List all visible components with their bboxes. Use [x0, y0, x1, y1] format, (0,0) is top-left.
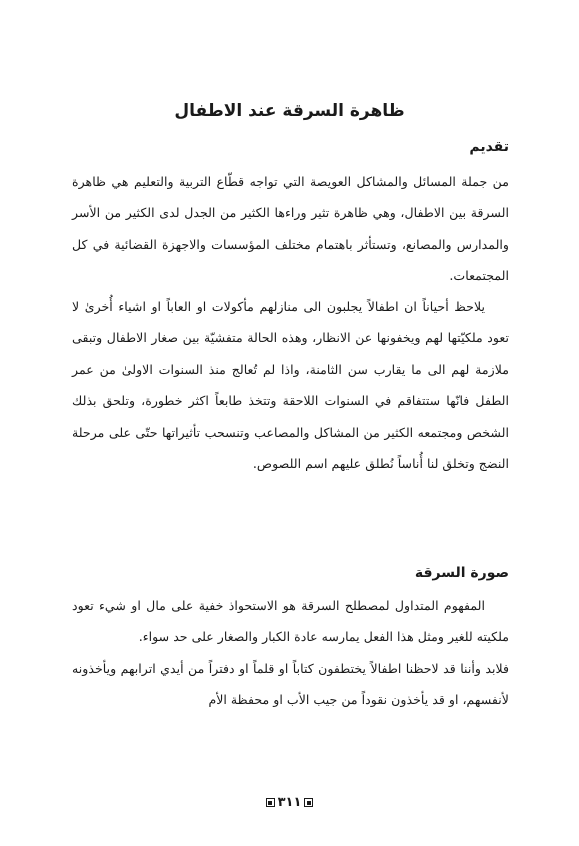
paragraph: يلاحظ أحياناً ان اطفالاً يجلبون الى منازلهم مأكولات او العاباً او اشياء أُخرىٰ لا تعود ملكيّتها لهم ويخفونها عن الانظار، وهذه الحالة متفشيّة بين صغار الاطفال وتبقى ملازمة لهم الى ما يقارب سن الثامنة، واذا لم تُعالج منذ السنوات الاولىٰ من عمر الطفل فانّها ستتفاقم في السنوات اللاحقة وتتخذ طابعاً اكثر خطورة، وتلحق بذلك الشخص ومجتمعه الكثير من المشاكل والمصاعب وتنسحب تأثيراتها حتّى على مرحلة النضج وتخلق لنا أُناساً نُطلق عليهم اسم اللصوص. — [72, 299, 509, 472]
paragraph: من جملة المسائل والمشاكل العويصة التي تواجه قطّاع التربية والتعليم هي ظاهرة السرقة بين الاطفال، وهي ظاهرة تثير وراءها الكثير من الجدل لدى الكثير من الأسر والمدارس والمصانع، وتستأثر باهتمام مختلف المؤسسات والاجهزة القضائية في كل المجتمعات. — [72, 174, 509, 284]
page-number-ornament-icon — [266, 798, 275, 807]
page-number-ornament-icon — [304, 798, 313, 807]
section-heading-introduction: تقديم — [469, 138, 509, 155]
page-number-footer — [0, 793, 579, 813]
page-number: ٣١١ — [277, 795, 302, 810]
paragraph: فلابد وأننا قد لاحظنا اطفالاً يختطفون كتاباً او قلماً او دفتراً من أيدي اترابهم ويأخذونه لأنفسهم، او قد يأخذون نقوداً من جيب الأب او محفظة الأم — [72, 661, 509, 708]
paragraph: المفهوم المتداول لمصطلح السرقة هو الاستحواذ خفية على مال او شيء تعود ملكيته للغير ومثل هذا الفعل يمارسه عادة الكبار والصغار على حد سواء. — [72, 598, 509, 645]
page-title: ظاهرة السرقة عند الاطفال — [174, 101, 405, 122]
section-heading-image-of-theft: صورة السرقة — [414, 564, 509, 581]
